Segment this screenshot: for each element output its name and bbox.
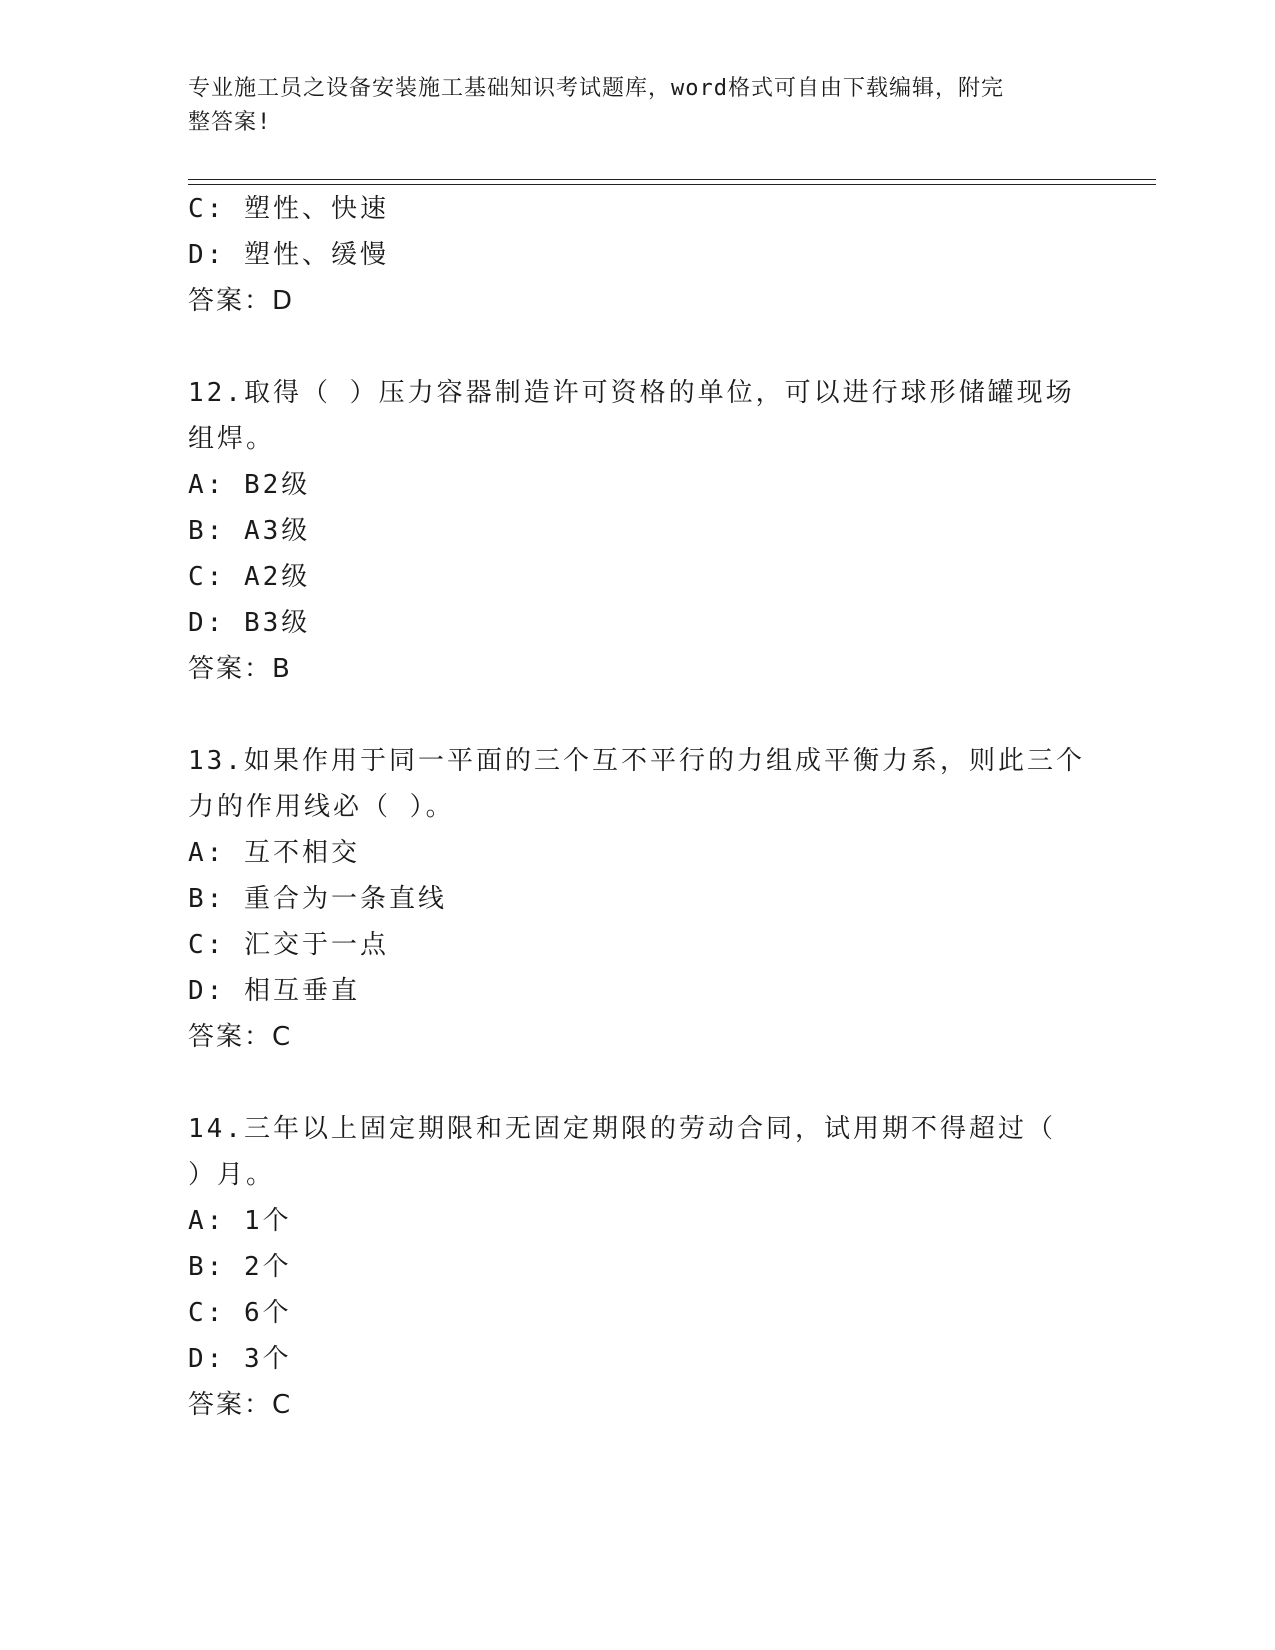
option-d: D: 相互垂直: [188, 976, 360, 1006]
question-text-line-2: 组焊。: [188, 424, 276, 454]
question-text-line-1: 12.取得（ ）压力容器制造许可资格的单位，可以进行球形储罐现场: [188, 378, 1075, 408]
question-14: [188, 1106, 1088, 1428]
header-line-1: 专业施工员之设备安装施工基础知识考试题库，word格式可自由下载编辑，附完: [188, 76, 1004, 101]
question-text-line-1: 14.三年以上固定期限和无固定期限的劳动合同，试用期不得超过（: [188, 1114, 1056, 1144]
option-a: A: 1个: [188, 1206, 292, 1236]
option-a: A: 互不相交: [188, 838, 360, 868]
option-c: C: 塑性、快速: [188, 194, 389, 224]
answer-line: 答案：B: [188, 654, 292, 684]
question-13: [188, 738, 1088, 1060]
answer-line: 答案：C: [188, 1022, 293, 1052]
option-d: D: 3个: [188, 1344, 292, 1374]
option-a: A: B2级: [188, 470, 311, 500]
option-b: B: A3级: [188, 516, 311, 546]
header-line-2: 整答案!: [188, 110, 272, 135]
option-c: C: 汇交于一点: [188, 930, 389, 960]
option-d: D: B3级: [188, 608, 311, 638]
option-c: C: A2级: [188, 562, 311, 592]
question-list: [188, 186, 1088, 1428]
document-header: [188, 72, 1068, 140]
option-c: C: 6个: [188, 1298, 292, 1328]
answer-line: 答案：C: [188, 1390, 293, 1420]
option-b: B: 重合为一条直线: [188, 884, 447, 914]
question-11-continued: [188, 186, 1088, 324]
header-divider-bottom: [188, 184, 1156, 185]
question-text-line-1: 13.如果作用于同一平面的三个互不平行的力组成平衡力系，则此三个: [188, 746, 1085, 776]
question-12: [188, 370, 1088, 692]
question-text-line-2: ）月。: [188, 1160, 276, 1190]
answer-line: 答案：D: [188, 286, 295, 316]
question-text-line-2: 力的作用线必（ ）。: [188, 792, 455, 822]
option-d: D: 塑性、缓慢: [188, 240, 389, 270]
option-b: B: 2个: [188, 1252, 292, 1282]
header-divider-top: [188, 179, 1156, 180]
